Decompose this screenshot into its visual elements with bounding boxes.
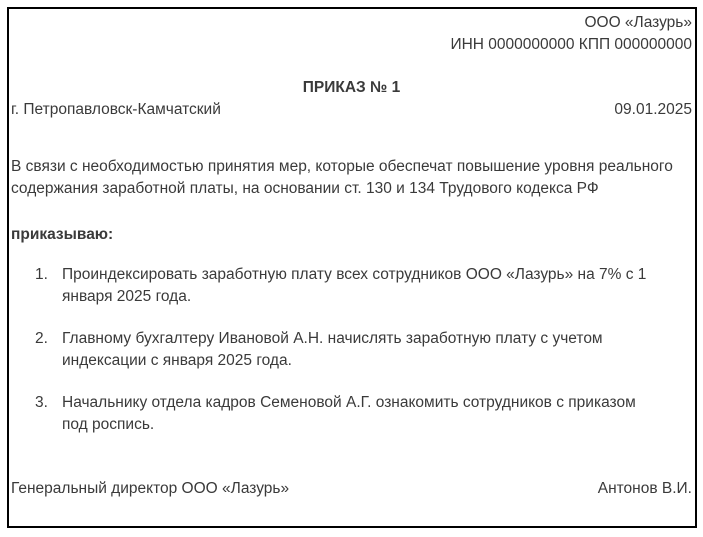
order-item bbox=[35, 264, 692, 308]
city-date-row bbox=[11, 99, 692, 121]
company-name: ООО «Лазурь» bbox=[584, 14, 692, 31]
preamble-text: В связи с необходимостью принятия мер, которые обеспечат повышение уровня реального содержания заработной платы, на основании ст. 130 и 134 Трудового кодекса РФ bbox=[11, 158, 673, 197]
document-header bbox=[11, 12, 692, 56]
signature-position: Генеральный директор ООО «Лазурь» bbox=[11, 480, 290, 497]
signature-row bbox=[11, 478, 692, 500]
order-item bbox=[35, 392, 692, 436]
order-word: приказываю: bbox=[11, 226, 114, 243]
order-item-text: Начальнику отдела кадров Семеновой А.Г. ознакомить сотрудников с приказом под роспись. bbox=[62, 394, 636, 433]
document-border bbox=[7, 7, 697, 528]
order-items-list bbox=[11, 264, 692, 436]
order-title: ПРИКАЗ № 1 bbox=[302, 79, 401, 96]
city-label: г. Петропавловск-Камчатский bbox=[11, 101, 221, 118]
signature-name: Антонов В.И. bbox=[597, 480, 692, 497]
order-date: 09.01.2025 bbox=[614, 101, 692, 118]
order-item-text: Главному бухгалтеру Ивановой А.Н. начислять заработную плату с учетом индексации с января 2025 года. bbox=[62, 330, 603, 369]
order-item bbox=[35, 328, 692, 372]
order-item-number: 1. bbox=[35, 266, 48, 283]
order-item-number: 3. bbox=[35, 394, 48, 411]
order-item-number: 2. bbox=[35, 330, 48, 347]
order-item-text: Проиндексировать заработную плату всех сотрудников ООО «Лазурь» на 7% с 1 января 2025 года. bbox=[62, 266, 647, 305]
company-inn-kpp: ИНН 0000000000 КПП 000000000 bbox=[450, 36, 692, 53]
